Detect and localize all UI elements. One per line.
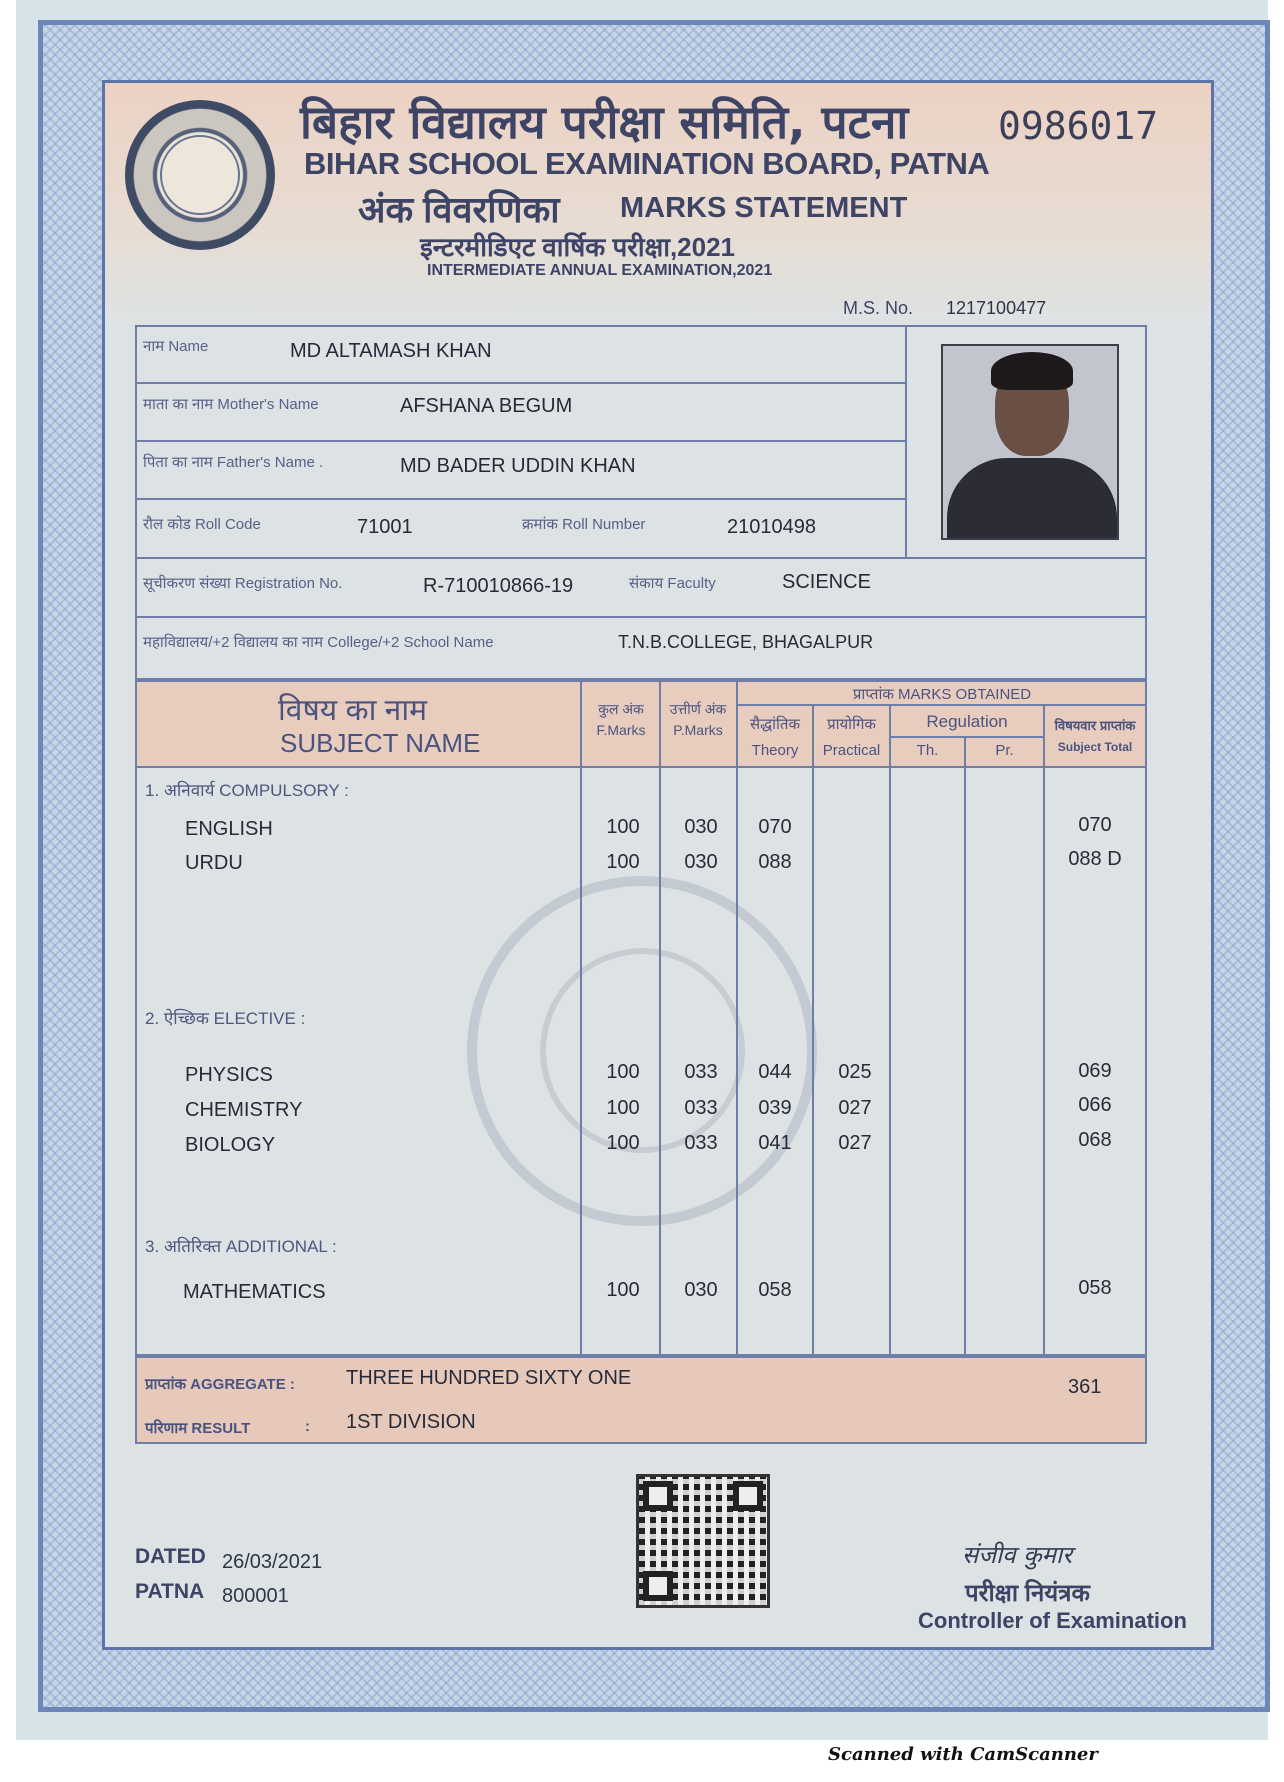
col-divider (1043, 704, 1045, 1356)
subject-name: PHYSICS (185, 1064, 273, 1086)
subject-total: 068 (1078, 1129, 1112, 1151)
student-name: MD ALTAMASH KHAN (290, 340, 492, 362)
theory-marks: 039 (758, 1097, 792, 1119)
col-divider (964, 736, 966, 1356)
subject-total-hindi: विषयवार प्राप्तांक (1054, 718, 1136, 733)
serial-number: 0986017 (998, 104, 1159, 148)
issue-date: 26/03/2021 (222, 1551, 323, 1573)
name-label: नाम Name (143, 338, 209, 355)
theory-hindi: सैद्धांतिक (750, 716, 800, 733)
mother-name: AFSHANA BEGUM (400, 395, 573, 417)
col-divider (736, 682, 738, 1356)
theory-marks: 070 (758, 816, 792, 838)
col-divider (812, 704, 814, 1356)
college-name: T.N.B.COLLEGE, BHAGALPUR (618, 632, 874, 652)
subject-total: 070 (1078, 814, 1112, 836)
full-marks: 100 (606, 816, 640, 838)
subject-name: MATHEMATICS (183, 1281, 326, 1303)
roll-code: 71001 (357, 516, 413, 538)
pin-code: 800001 (222, 1585, 289, 1607)
divider (137, 440, 905, 442)
subject-name: ENGLISH (185, 818, 273, 840)
roll-number: 21010498 (727, 516, 816, 538)
student-photo (941, 344, 1119, 540)
qr-finder (643, 1571, 673, 1601)
pass-marks: 030 (684, 851, 718, 873)
pass-marks-hindi: उत्तीर्ण अंक (669, 701, 727, 717)
result-colon: : (305, 1418, 310, 1435)
result-value: 1ST DIVISION (346, 1411, 476, 1433)
theory-marks: 044 (758, 1061, 792, 1083)
board-title-english: BIHAR SCHOOL EXAMINATION BOARD, PATNA (304, 146, 990, 181)
doc-type-hindi: अंक विवरणिका (358, 189, 560, 230)
divider (890, 736, 1043, 738)
faculty-label: संकाय Faculty (629, 575, 716, 592)
section-title: 1. अनिवार्य COMPULSORY : (145, 781, 349, 800)
pass-marks: 030 (684, 1279, 718, 1301)
board-seal-icon (125, 100, 275, 250)
place-label: PATNA (135, 1580, 205, 1603)
divider (737, 704, 1145, 706)
pass-marks-header: P.Marks (673, 722, 723, 738)
subject-header-hindi: विषय का नाम (278, 694, 428, 727)
divider (137, 616, 1145, 618)
practical-marks: 027 (838, 1132, 872, 1154)
full-marks: 100 (606, 851, 640, 873)
roll-code-label: रौल कोड Roll Code (143, 516, 261, 533)
board-title-hindi: बिहार विद्यालय परीक्षा समिति, पटना (300, 95, 909, 149)
exam-title-english: INTERMEDIATE ANNUAL EXAMINATION,2021 (427, 262, 773, 279)
qr-finder (733, 1481, 763, 1511)
practical-hindi: प्रायोगिक (827, 716, 876, 733)
section-title: 3. अतिरिक्त ADDITIONAL : (145, 1237, 337, 1256)
full-marks-header: F.Marks (596, 722, 646, 738)
aggregate-label: प्राप्तांक AGGREGATE : (145, 1376, 295, 1393)
controller-title-hindi: परीक्षा नियंत्रक (965, 1580, 1090, 1607)
doc-type-english: MARKS STATEMENT (620, 192, 908, 224)
pass-marks: 033 (684, 1061, 718, 1083)
pass-marks: 033 (684, 1132, 718, 1154)
full-marks: 100 (606, 1132, 640, 1154)
practical-header: Practical (822, 742, 881, 759)
col-divider (659, 682, 661, 1356)
marks-obtained-header: प्राप्तांक MARKS OBTAINED (852, 686, 1032, 703)
regulation-practical: Pr. (995, 742, 1014, 759)
subject-total-header: Subject Total (1057, 740, 1133, 754)
roll-number-label: क्रमांक Roll Number (522, 516, 646, 533)
divider (137, 557, 1145, 559)
col-divider (580, 682, 582, 1356)
divider (905, 327, 907, 559)
subject-total: 069 (1078, 1060, 1112, 1082)
exam-title-hindi: इन्टरमीडिएट वार्षिक परीक्षा,2021 (420, 232, 736, 262)
regulation-header: Regulation (926, 712, 1008, 731)
controller-signature: संजीव कुमार (962, 1541, 1073, 1569)
theory-marks: 058 (758, 1279, 792, 1301)
father-label: पिता का नाम Father's Name . (143, 454, 324, 471)
subject-total: 066 (1078, 1094, 1112, 1116)
college-label: महाविद्यालय/+2 विद्यालय का नाम College/+2 School Name (143, 634, 494, 651)
father-name: MD BADER UDDIN KHAN (400, 455, 636, 477)
full-marks: 100 (606, 1061, 640, 1083)
full-marks: 100 (606, 1097, 640, 1119)
theory-marks: 088 (758, 851, 792, 873)
section-title: 2. ऐच्छिक ELECTIVE : (145, 1009, 306, 1028)
faculty: SCIENCE (782, 571, 871, 593)
subject-total: 088 D (1068, 848, 1122, 870)
ms-no-value: 1217100477 (946, 298, 1047, 318)
qr-finder (643, 1481, 673, 1511)
result-label: परिणाम RESULT (145, 1420, 251, 1437)
mother-label: माता का नाम Mother's Name (143, 396, 319, 413)
divider (137, 498, 905, 500)
ms-no-label: M.S. No. (843, 298, 914, 318)
controller-title-english: Controller of Examination (918, 1608, 1187, 1633)
divider (137, 766, 1145, 768)
aggregate-box (135, 1356, 1147, 1444)
pass-marks: 033 (684, 1097, 718, 1119)
registration-number: R-710010866-19 (423, 575, 574, 597)
subject-name: URDU (185, 852, 243, 874)
theory-marks: 041 (758, 1132, 792, 1154)
col-divider (889, 704, 891, 1356)
full-marks: 100 (606, 1279, 640, 1301)
practical-marks: 027 (838, 1097, 872, 1119)
aggregate-words: THREE HUNDRED SIXTY ONE (346, 1367, 632, 1389)
divider (137, 382, 905, 384)
subject-total: 058 (1078, 1277, 1112, 1299)
subject-name: BIOLOGY (185, 1134, 276, 1156)
aggregate-total: 361 (1068, 1376, 1102, 1398)
camscanner-watermark: Scanned with CamScanner (828, 1744, 1098, 1765)
subject-header-english: SUBJECT NAME (280, 728, 481, 758)
full-marks-hindi: कुल अंक (598, 701, 644, 717)
practical-marks: 025 (838, 1061, 872, 1083)
theory-header: Theory (751, 742, 799, 759)
pass-marks: 030 (684, 816, 718, 838)
regulation-theory: Th. (916, 742, 939, 759)
dated-label: DATED (135, 1545, 206, 1568)
subject-name: CHEMISTRY (185, 1099, 303, 1121)
registration-label: सूचीकरण संख्या Registration No. (143, 575, 343, 592)
